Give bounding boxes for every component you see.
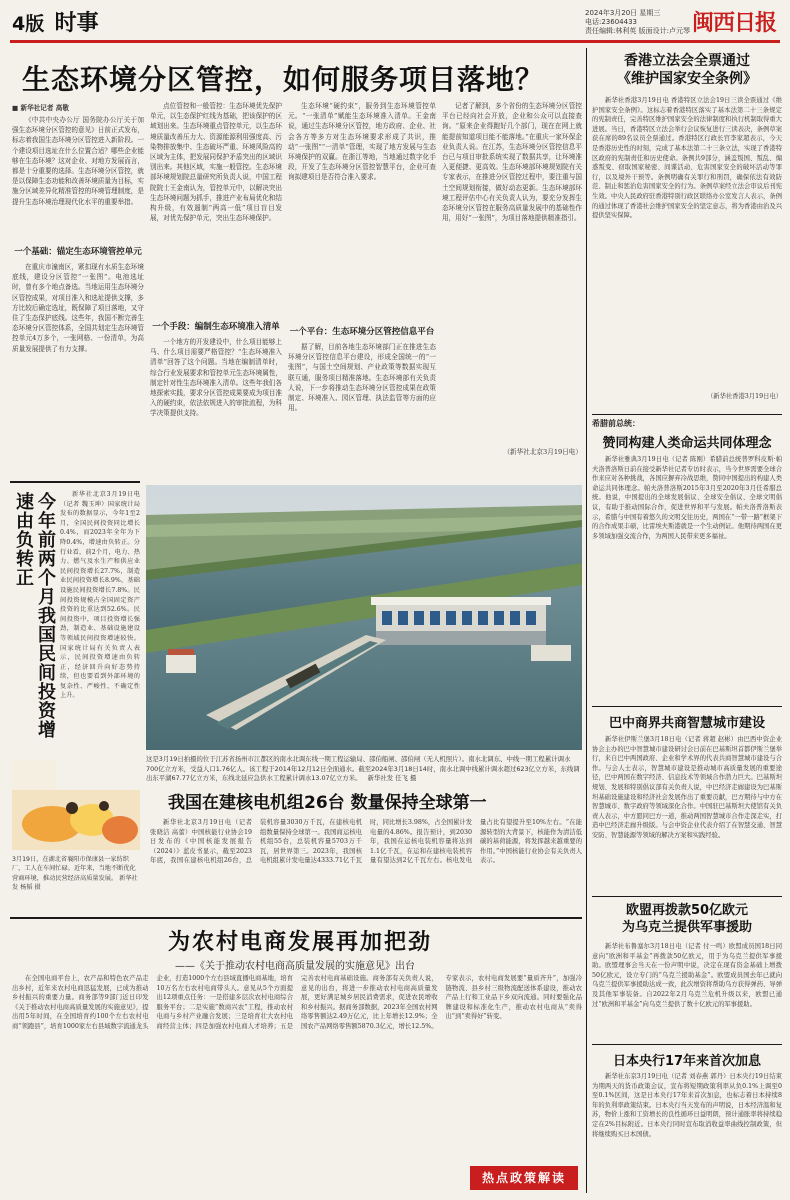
page-no: 4版: [12, 13, 45, 35]
main-col2-text: 点位管控和一般管控：生态环境优先保护单元，以生态保护红线为基础，把该保护的区域划出来。生态环境重点管控单元，以生态环境质量改善压力大、资源能源利用强度高、污染物排放集中、生态破坏严重、环境风险高的区域为主体，把发展同保护矛盾突出的区域识别出来。其他区域，实施一般管控。生态环境部环境规划院总量研究所负责人说，中国工程院院士王金南认为，管控单元中，以解决突出生态环境问题为抓手，推进产业布局优化和结构升级，有效遏制“两高一低”项目盲目发展，对优先保护单元，突出生态环境保护。: [150, 102, 282, 223]
phone-text: 电话:23604433: [585, 18, 637, 26]
water-transfer-caption: [146, 755, 582, 784]
eu-title-line2: 为乌克兰提供军事援助: [621, 920, 752, 935]
rural-subtitle: ——《关于推动农村电商高质量发展的实施意见》出台: [175, 961, 415, 972]
main-sub1: 一个基础：锚定生态环境管控单元: [14, 247, 142, 257]
main-col-2: [150, 101, 282, 475]
japan-headline: 日本央行17年来首次加息: [612, 1054, 762, 1069]
editors-text: 责任编辑:林利英 版面设计:卢元琴: [585, 27, 690, 35]
pakistan-headline: 巴中商界共商智慧城市建设: [608, 716, 765, 731]
nuclear-headline: 我国在建核电机组26台 数量保持全球第一: [168, 793, 487, 813]
right-rule-1: [592, 414, 782, 415]
hk-body: 新华社香港3月19日电 香港特区立法会19日三读全票通过《维护国家安全条例》。这标志着香港特区落实了基本法第二十三条规定的宪制责任，完善特区维护国家安全的法律制度和执行机制取得重大进展。当日，香港特区立法会举行会议恢复进行三读表决，条例草案获在席的89名议员全票通过。香港特区行政长官李家超表示，今天是香港历史性的时刻，完成了基本法第二十三条立法，实现了香港特区政府的宪制责任和历史使命。条例共9部分，涵盖叛国、叛乱、煽惑叛变、窃取国家秘密、间谍活动、危害国家安全的破坏活动等罪行，以及境外干预等。条例明确有关罪行和刑罚，确保依法有效防范、制止和惩治危害国家安全的行为。条例草案经立法会审议后刊宪生效。中央人民政府驻香港特别行政区联络办公室发言人表示，条例的通过体现了香港社会维护国家安全的坚定意志，将为香港由治及兴提供坚实保障。: [592, 97, 782, 220]
main-col1b-text: 在重庆市潼南区，紧扣现有水质生态环境底线，建设分区管控“一张图”。电池选址时，曾有多个地点备选。当地运用生态环境分区管控成果，对项目准入和选址提供支撑，多方比较后确定选址，既保障了项目落地，又守住了生态保护底线。这些年，我国不断完善生态环境分区管控体系，全国共划定生态环境管控单元4万多个，一张网格、一份清单，为高质量发展提供了有力支撑。: [12, 263, 144, 353]
main-col-1: [12, 115, 144, 475]
rural-headline: 为农村电商发展再加把劲: [167, 930, 432, 955]
main-col2b-text: 一个地方的开发建设中，什么项目能够上马、什么项目需要严格管控？“生态环境准入清单”回答了这个问题。当地在编制清单时，综合行业发展要求和管控单元生态环境属性，制定针对性生态环境准入清单。这些年我们各地探索实践，要求分区管控成果要成为项目准入的硬约束，依法依规进入的审批流程，为科学决策提供支持。: [150, 338, 282, 418]
main-end: （新华社北京3月19日电）: [503, 448, 582, 456]
main-col3b-text: 据了解，目前各地生态环境部门正在推进生态环境分区管控信息平台建设，形成全国统一的“一张图”，与国土空间规划、产业政策等数据实现互联互通，服务项目精准落地。生态环境部有关负责人说，下一步将推动生态环境分区管控成果在政策制定、环境准入、园区管理、执法监管等方面的应用。: [288, 343, 436, 413]
rural-banner: 热点政策解读: [470, 1166, 578, 1190]
japan-body: 新华社东京3月19日电（记者 刘春燕 郭丹）日本央行19日结束为期两天的货币政策会议，宣布将短期政策利率从负0.1%上调至0至0.1%区间，这是日本央行17年来首次加息，也标志着日本持续8年的负利率政策结束。日本央行当天发布的声明说，日本经济温和复苏，物价上涨和工资增长的良性循环日益明朗，预计通胀率将持续稳定在2%目标附近。日本央行同时宣布取消收益率曲线控制政策，但将继续购买日本国债。: [592, 1073, 782, 1138]
eu-headline: [592, 902, 782, 936]
water-transfer-image: [146, 485, 582, 750]
hk-end: （新华社香港3月19日电）: [707, 393, 782, 400]
hk-headline: [592, 52, 782, 88]
main-col4-text: 记者了解到，多个省份的生态环境分区管控平台已经向社会开放，企业和公众可以直接查询。“原来企业得跑好几个部门，现在在网上就能提前知道项目能不能落地。”在重庆一家环保企业负责人说。在江苏，生态环境分区管控信息平台已与项目审批系统实现了数据共享，让环境准入更便捷、更高效。生态环境部环境规划院有关专家表示，在推进分区管控过程中，要注重与国土空间规划衔接，做好动态更新。生态环境部环境工程评估中心有关负责人认为，要充分发挥生态环境分区管控在服务高质量发展中的基础性作用，用好“一张图”，为项目落地提供精准指引。: [442, 102, 582, 223]
rural-top-rule: [10, 917, 582, 919]
hk-title-line2: 《维护国家安全条例》: [617, 71, 757, 87]
greece-kicker: 希腊前总统：: [592, 419, 640, 428]
private-investment-body: 新华社北京3月19日电（记者 魏玉坤）国家统计局发布的数据显示，今年1至2月，全国民间投资同比增长0.4%，而2023年全年为下降0.4%，增速由负转正。分行业看，前2个月，电力、热力、燃气及水生产和供应业民间投资增长27.7%，制造业民间投资增长8.9%，基础设施民间投资增长7.8%。民间投资规模占全国固定资产投资的比重达到52.6%。民间投资中，项目投资增长强劲，制造业、基础设施建设等领域民间投资增速较快。国家统计局有关负责人表示，民间投资增速由负转正，经济回升向好态势持续，但也要看到外部环境的复杂性、严峻性、不确定性上升。: [60, 491, 140, 700]
nuclear-body: 新华社北京3月19日电（记者 张晓洁 高蕾）中国核能行业协会19日发布的《中国核能发展报告（2024）》蓝皮书显示，截至2023年底，我国在建核电机组26台，总装机容量3030万千瓦，在建核电机组数量保持全球第一。我国商运核电机组55台，总装机容量5703万千瓦，居世界第三。2023年，我国核电机组累计发电量达4333.71亿千瓦时，同比增长3.98%，占全国累计发电量的4.86%。报告预计，到2030年，我国在运核电装机容量将达到1.1亿千瓦，在运和在建核电装机容量有望达到2亿千瓦左右。核电发电量占比有望提升至10%左右。“在能源转型的大背景下，核能作为清洁低碳的基荷能源，将发挥越来越重要的作用。”中国核能行业协会有关负责人表示。: [150, 819, 582, 865]
textile-workers-photo: [12, 790, 140, 850]
main-sub3: 一个平台：生态环境分区管控信息平台: [289, 327, 435, 337]
textile-caption: [12, 855, 140, 893]
greece-headline: 赞同构建人类命运共同体理念: [602, 436, 772, 451]
main-sub2: 一个手段：编制生态环境准入清单: [152, 322, 280, 332]
date-text: 2024年3月20日 星期三: [585, 9, 661, 17]
textile-workers-image: [12, 790, 140, 850]
left-story-rule: [10, 481, 140, 483]
water-transfer-photo: [146, 485, 582, 750]
water-transfer-caption-text: 这是3月19日拍摄的位于江苏省扬州市江都区的南水北调东线一期工程运输局、邵伯船闸、邵伯闸（无人机照片）。南水北调东、中线一期工程累计调水700亿立方米，受益人口1.76亿人。该工程于2014年12月12日全面通水。截至2024年3月18日14时，南水北调中线累计调水超过623亿立方米，东线调出东平湖67.77亿立方米，东线北延应急供水工程累计调水13.07亿立方米。: [146, 755, 580, 782]
textile-caption-text: 3月19日，在湖北省襄阳市保康县一家纺织厂，工人在车间忙碌。近年来，当地不断优化营商环境，推动民营经济高质量发展。: [12, 856, 136, 882]
newspaper-logo: 闽西日报: [692, 10, 777, 36]
water-transfer-credit: 新华社发 任飞 摄: [367, 774, 417, 782]
right-rule-4: [592, 1044, 782, 1045]
main-headline: 生态环境分区管控，如何服务项目落地？: [22, 63, 545, 96]
main-col-3: [288, 101, 436, 475]
right-col-divider: [586, 48, 587, 1193]
private-investment-headline: 今年前两个月我国民间投资增速由负转正: [13, 492, 56, 739]
greece-body: 新华社雅典3月19日电（记者 陈刚）希腊前总统普罗科皮斯·帕夫洛普洛斯日前在接受新华社记者专访时表示，当今世界需要全球合作来应对各种挑战，各国应摒弃冷战思维，赞同中国提出的构建人类命运共同体理念。帕夫洛普洛斯2015年3月至2020年3月任希腊总统。他说，中国提出的全球发展倡议、全球安全倡议、全球文明倡议，有助于推动国际合作，促进世界和平与发展。帕夫洛普洛斯表示，希腊与中国有着悠久的文明交往历史，两国在“一带一路”框架下的合作成果丰硕，比雷埃夫斯港就是一个生动例证。他期待两国在更多领域加强交流合作，为两国人民带来更多福祉。: [592, 456, 782, 540]
right-rule-2: [592, 706, 782, 707]
main-col-4: [442, 101, 582, 475]
main-col1-text: 《中共中央办公厅 国务院办公厅关于加强生态环境分区管控的意见》日前正式发布，标志着我国生态环境分区管控进入新阶段。一个建设项目选址在什么位置合适？哪些企业能够在生态环境？这对企业、对地方发展而言，都是十分重要的选择。生态环境分区管控，就是以保障生态功能和改善环境质量为目标，实施分区域差异化精准管控的环境管理制度，是提升生态环境治理现代化水平的重要举措。: [12, 116, 144, 206]
pakistan-body: 新华社伊斯兰堡3月18日电（记者 蒋超 赵彬）由巴西中资企业协会主办的巴中智慧城市建设研讨会日前在巴基斯坦首都伊斯兰堡举行，来自巴中两国政府、企业和学术界的代表共商智慧城市建设与合作。与会人士表示，智慧城市建设是推动城市高质量发展的重要途径，巴中两国在数字经济、信息技术等领域合作潜力巨大。巴基斯坦规划、发展和特别倡议部有关负责人说，中巴经济走廊建设为巴基斯坦基础设施建设和经济社会发展作出了重要贡献，巴方期待与中方在智慧城市、数字政府等领域深化合作。中国驻巴基斯坦大使馆有关负责人表示，中方愿同巴方一道，推动两国智慧城市合作走深走实，打造中巴经济走廊升级版。与会中资企业代表介绍了在智慧交通、智慧安防、智慧能源等领域的解决方案和实践经验。: [592, 736, 782, 839]
main-col3-text: 生态环境“硬约束”，服务到生态环境管控单元。“一张清单”赋能生态环境准入清单。王金南说，通过生态环境分区管控，地方政府、企业、社会各方等多方对生态环境要求形成了共识，推动“一张图”“一清单”管理，实现了地方发展与生态环境保护的双赢。在浙江等地，当地通过数字化手段，开发了生态环境分区管控智慧平台，企业可查询拟建项目是否符合准入要求。: [288, 102, 436, 182]
date-line: [585, 9, 690, 36]
masthead-rule: [10, 40, 780, 43]
section-name: 时事: [54, 11, 99, 36]
hk-title-line1: 香港立法会全票通过: [624, 53, 750, 69]
eu-body: 新华社布鲁塞尔3月18日电（记者 付一鸣）欧盟成员国18日同意向“欧洲和平基金”再拨款50亿欧元，用于为乌克兰提供军事援助。欧盟理事会当天在一份声明中说，决定在现有资金基础上增拨50亿欧元，设立专门的“乌克兰援助基金”。欧盟成员国去年已就向乌克兰提供军事援助达成一致，此次增资将帮助乌方获得弹药、导弹及其他军事装备。自2022年2月乌克兰危机升级以来，欧盟已通过“欧洲和平基金”向乌克兰提供了数十亿欧元的军事援助。: [592, 943, 782, 1008]
main-byline: ■ 新华社记者 高敬: [12, 104, 69, 112]
eu-title-line1: 欧盟再拨款50亿欧元: [625, 903, 749, 918]
textile-credit: 新华社发 杨韬 摄: [12, 874, 138, 892]
rural-body: 在全国电商平台上，农产品和特色农产品走出乡村，近年来农村电商迅猛发展，已成为推动乡村振兴的重要力量。商务部等9部门近日印发《关于推动农村电商高质量发展的实施意见》，提出用5年时间，在全国培育约100个左右农村电商“领跑县”，培育1000家左右县域数字流通龙头企业，打造1000个左右县域直播电商基地，培育10万名左右农村电商带头人。意见从5个方面提出12项重点任务：一是搭建多层次农村电商综合服务平台；二是实施“数商兴农”工程，推动农村电商与乡村产业融合发展；三是培育壮大农村电商经营主体；四是加强农村电商人才培养；五是完善农村电商基础设施。商务部有关负责人说，意见的出台，将进一步推动农村电商高质量发展，更好满足城乡居民消费需求，促进农民增收和乡村振兴。据商务部数据，2023年全国农村网络零售额达2.49万亿元，比上年增长12.9%；全国农产品网络零售额5870.3亿元，增长12.5%。专家表示，农村电商发展要“量质齐升”，加强冷链物流、县乡村三级物流配送体系建设，推动农产品上行和工业品下乡双向流通。同时要强化品牌建设和标准化生产，推动农村电商从“卖得出”到“卖得好”转变。: [12, 975, 582, 1030]
page-number: [12, 6, 99, 37]
right-rule-3: [592, 896, 782, 897]
